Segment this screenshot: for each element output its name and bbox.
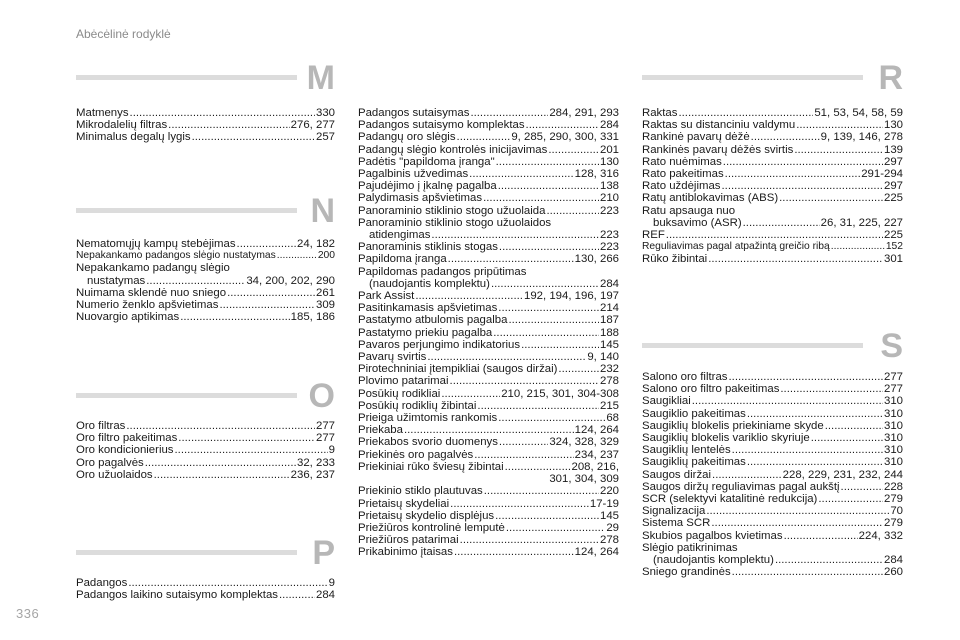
index-entry: Skubios pagalbos kvietimas ..... 224, 332 <box>642 530 903 542</box>
index-entry: Padangų oro slėgis ..... 9, 285, 290, 300, 331 <box>358 131 619 143</box>
index-entry: Pastatymo priekiu pagalba ..... 188 <box>358 327 619 339</box>
index-entry: Rankinės pavarų dėžės svirtis ..... 139 <box>642 144 903 156</box>
index-entry: Pajudėjimo į įkalnę pagalba ..... 138 <box>358 180 619 192</box>
index-entry: Rankinė pavarų dėžė ..... 9, 139, 146, 278 <box>642 131 903 143</box>
section-letter: R <box>878 59 903 97</box>
index-entry: Salono oro filtro pakeitimas ..... 277 <box>642 383 903 395</box>
index-entry: Saugiklių lentelės ..... 310 <box>642 444 903 456</box>
index-entry: (naudojantis komplektu) ..... 284 <box>358 278 619 290</box>
index-entry: Sniego grandinės ..... 260 <box>642 566 903 578</box>
index-entry: Saugikliai ..... 310 <box>642 395 903 407</box>
section-n-entries <box>76 238 335 323</box>
section-divider <box>76 75 297 80</box>
section-o-entries <box>76 420 335 481</box>
index-entry: Priekinio stiklo plautuvas ..... 220 <box>358 485 619 497</box>
index-entry: Signalizacija ..... 70 <box>642 505 903 517</box>
section-n-header <box>76 193 335 233</box>
index-entry-label: Papildomas padangos pripūtimas <box>358 265 527 278</box>
index-entry: Prieiga užimtomis rankomis ..... 68 <box>358 412 619 424</box>
section-divider <box>76 550 297 555</box>
index-entry: Sistema SCR ..... 279 <box>642 517 903 529</box>
index-entry: Plovimo patarimai ..... 278 <box>358 375 619 387</box>
index-entry: REF ..... 225 <box>642 229 903 241</box>
section-m-header <box>76 60 335 100</box>
index-entry: Raktas su distanciniu valdymu ..... 130 <box>642 119 903 131</box>
index-entry: Saugiklių blokelis priekiniame skyde ..... 310 <box>642 420 903 432</box>
index-entry: Priekinės oro pagalvės ..... 234, 237 <box>358 449 619 461</box>
index-entry: Nepakankamo padangos slėgio nustatymas ..... 200 <box>76 250 335 262</box>
index-entry: Oro filtro pakeitimas ..... 277 <box>76 432 335 444</box>
index-entry: Prietaisų skydelio displėjus ..... 145 <box>358 510 619 522</box>
index-entry: Padangos sutaisymo komplektas ..... 284 <box>358 119 619 131</box>
index-entry: Padangos ..... 9 <box>76 577 335 589</box>
index-entry: Salono oro filtras ..... 277 <box>642 371 903 383</box>
index-entry: Raktas ..... 51, 53, 54, 58, 59 <box>642 107 903 119</box>
index-entry: Mikrodalelių filtras ..... 276, 277 <box>76 119 335 131</box>
index-entry: Rūko žibintai ..... 301 <box>642 253 903 265</box>
index-entry: Panoraminio stiklinio stogo užuolaida ..... 223 <box>358 205 619 217</box>
index-entry: Nuovargio aptikimas ..... 185, 186 <box>76 311 335 323</box>
index-entry: Park Assist ..... 192, 194, 196, 197 <box>358 290 619 302</box>
index-entry: Saugiklio pakeitimas ..... 310 <box>642 408 903 420</box>
index-entry: Pagalbinis užvedimas ..... 128, 316 <box>358 168 619 180</box>
section-divider <box>76 393 297 398</box>
index-entry: Pirotechniniai įtempikliai (saugos diržai) ..... 232 <box>358 363 619 375</box>
index-entry: Saugos diržai ..... 228, 229, 231, 232, 244 <box>642 469 903 481</box>
section-s-entries <box>642 371 903 578</box>
index-entry: Numerio ženklo apšvietimas ..... 309 <box>76 299 335 311</box>
index-entry: Padėtis "papildoma įranga" ..... 130 <box>358 156 619 168</box>
index-header-title: Abėcėlinė rodyklė <box>76 27 171 41</box>
index-entry: Pavaros perjungimo indikatorius ..... 145 <box>358 339 619 351</box>
index-entry: Pastatymo atbulomis pagalba ..... 187 <box>358 314 619 326</box>
index-entry: Papildoma įranga ..... 130, 266 <box>358 253 619 265</box>
index-entry: Pavarų svirtis ..... 9, 140 <box>358 351 619 363</box>
section-letter: S <box>880 327 903 365</box>
section-r-header <box>642 60 903 100</box>
index-entry: Matmenys ..... 330 <box>76 107 335 119</box>
index-entry: Padangos sutaisymas ..... 284, 291, 293 <box>358 107 619 119</box>
index-entry: Rato nuėmimas ..... 297 <box>642 156 903 168</box>
index-entry: Priežiūros kontrolinė lemputė ..... 29 <box>358 522 619 534</box>
section-s-header <box>642 328 903 368</box>
index-entry: Priekiniai rūko šviesų žibintai ..... 208, 216, <box>358 461 619 473</box>
index-entry-label: Ratu apsauga nuo <box>642 204 736 217</box>
index-entry: Saugiklių pakeitimas ..... 310 <box>642 456 903 468</box>
index-entry: Padangų slėgio kontrolės inicijavimas ..... 201 <box>358 144 619 156</box>
index-entry: Posūkių rodikliai ..... 210, 215, 301, 304-308 <box>358 388 619 400</box>
index-entry: Ratų antiblokavimas (ABS) ..... 225 <box>642 192 903 204</box>
section-p-continued-entries <box>358 107 619 559</box>
section-letter: P <box>312 534 335 572</box>
index-entry: Rato uždėjimas ..... 297 <box>642 180 903 192</box>
section-letter: M <box>306 59 335 97</box>
index-entry: Nuimama sklendė nuo sniego ..... 261 <box>76 287 335 299</box>
index-entry: Priekabos svorio duomenys ..... 324, 328, 329 <box>358 436 619 448</box>
index-entry-label: Panoraminio stiklinio stogo užuolaidos <box>358 216 552 229</box>
index-entry: Minimalus degalų lygis ..... 257 <box>76 131 335 143</box>
index-entry: Rato pakeitimas ..... 291-294 <box>642 168 903 180</box>
index-entry: (naudojantis komplektu) ..... 284 <box>642 554 903 566</box>
index-entry: Padangos laikino sutaisymo komplektas ..... 284 <box>76 589 335 601</box>
index-entry: SCR (selektyvi katalitinė redukcija) ..... 279 <box>642 493 903 505</box>
index-entry-label: Slėgio patikrinimas <box>642 541 738 554</box>
section-divider <box>642 75 863 80</box>
section-divider <box>76 208 297 213</box>
index-entry: Priežiūros patarimai ..... 278 <box>358 534 619 546</box>
index-entry-pages-continued: 301, 304, 309 <box>549 473 619 486</box>
index-entry: nustatymas ..... 34, 200, 202, 290 <box>76 275 335 287</box>
index-entry: Oro kondicionierius ..... 9 <box>76 444 335 456</box>
index-entry: Palydimasis apšvietimas ..... 210 <box>358 192 619 204</box>
section-m-entries <box>76 107 335 144</box>
section-p-header <box>76 535 335 575</box>
index-entry: atidengimas ..... 223 <box>358 229 619 241</box>
index-entry: Panoraminis stiklinis stogas ..... 223 <box>358 241 619 253</box>
section-letter: N <box>310 192 335 230</box>
section-r-entries <box>642 107 903 266</box>
index-entry: Saugos diržų reguliavimas pagal aukštį ..... 228 <box>642 481 903 493</box>
index-entry: Oro filtras ..... 277 <box>76 420 335 432</box>
index-entry: buksavimo (ASR) ..... 26, 31, 225, 227 <box>642 217 903 229</box>
index-entry-label: Nepakankamo padangų slėgio <box>76 262 230 275</box>
index-entry: Nematomųjų kampų stebėjimas ..... 24, 182 <box>76 238 335 250</box>
index-entry: Reguliavimas pagal atpažintą greičio ribą ..... 152 <box>642 241 903 253</box>
section-o-header <box>76 378 335 418</box>
page-number: 336 <box>16 606 40 621</box>
index-entry: Posūkių rodiklių žibintai ..... 215 <box>358 400 619 412</box>
index-entry: Prikabinimo įtaisas ..... 124, 264 <box>358 546 619 558</box>
index-entry: Pasitinkamasis apšvietimas ..... 214 <box>358 302 619 314</box>
section-divider <box>642 343 863 348</box>
index-entry: Priekaba ..... 124, 264 <box>358 424 619 436</box>
index-entry: Oro pagalvės ..... 32, 233 <box>76 457 335 469</box>
section-letter: O <box>308 377 335 415</box>
index-entry: Oro užuolaidos ..... 236, 237 <box>76 469 335 481</box>
index-entry: Saugiklių blokelis variklio skyriuje ..... 310 <box>642 432 903 444</box>
section-p-entries <box>76 577 335 601</box>
index-entry: Prietaisų skydeliai ..... 17-19 <box>358 498 619 510</box>
